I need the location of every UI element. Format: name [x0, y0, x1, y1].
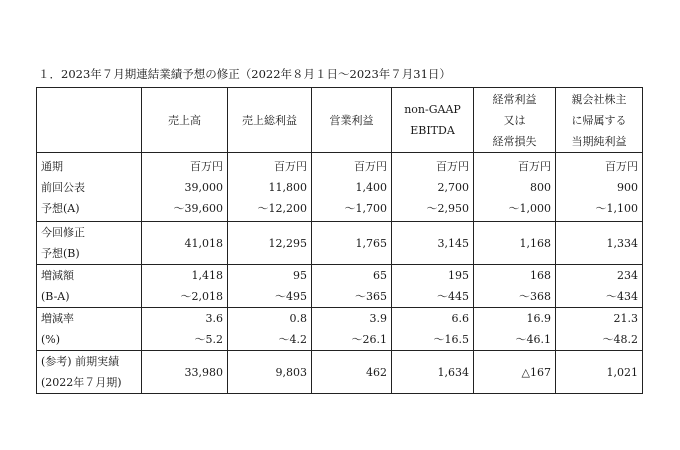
table-cell — [142, 153, 228, 222]
table-cell — [474, 265, 556, 308]
cell-value: ～495 — [275, 290, 307, 303]
table-cell — [312, 308, 392, 351]
cell-value: ～46.1 — [515, 333, 551, 346]
cell-value: 2,700 — [437, 180, 469, 194]
unit-label: 百万円 — [190, 159, 223, 173]
cell-value: ～368 — [519, 290, 551, 303]
cell-value: 39,000 — [184, 180, 223, 194]
table-cell — [312, 265, 392, 308]
cell-value: 900 — [617, 180, 638, 194]
table-cell — [556, 308, 643, 351]
row-label-line: (%) — [41, 333, 61, 346]
table-cell: 1,765 — [312, 222, 392, 265]
header-operating-income — [312, 88, 392, 153]
cell-value: 800 — [530, 180, 551, 194]
header-row — [37, 88, 643, 153]
row-label-line: 通期 — [41, 159, 63, 173]
header-net-sales — [142, 88, 228, 153]
table-cell — [392, 265, 474, 308]
table-cell: 1,168 — [474, 222, 556, 265]
cell-value: 16.9 — [526, 312, 551, 325]
table-cell — [142, 265, 228, 308]
cell-value: ～445 — [437, 290, 469, 303]
row-label-line: 増減額 — [41, 269, 74, 282]
table-cell — [474, 308, 556, 351]
table-row-prior-year-actual — [37, 351, 643, 394]
table-cell: 41,018 — [142, 222, 228, 265]
row-label-line: (B-A) — [41, 290, 70, 303]
table-cell: 1,634 — [392, 351, 474, 394]
header-text: 又は — [503, 113, 526, 127]
unit-label: 百万円 — [354, 159, 387, 173]
table-row-change-amount — [37, 265, 643, 308]
row-label — [37, 265, 142, 308]
unit-label: 百万円 — [518, 159, 551, 173]
header-text: 営業利益 — [329, 113, 374, 127]
row-label-line: (2022年７月期) — [41, 376, 122, 389]
table-cell: 462 — [312, 351, 392, 394]
header-text: 親会社株主 — [571, 92, 627, 106]
row-label — [37, 222, 142, 265]
table-row-previous-forecast — [37, 153, 643, 222]
section-title: １．2023年７月期連結業績予想の修正（2022年８月１日～2023年７月31日） — [38, 67, 451, 81]
table-row-change-rate — [37, 308, 643, 351]
cell-value: ～365 — [355, 290, 387, 303]
table-cell — [392, 308, 474, 351]
table-cell: △167 — [474, 351, 556, 394]
row-label — [37, 153, 142, 222]
cell-value: ～1,700 — [344, 201, 387, 215]
table-cell: 1,021 — [556, 351, 643, 394]
cell-value: ～434 — [606, 290, 638, 303]
table-cell — [228, 265, 312, 308]
cell-value: 1,400 — [355, 180, 387, 194]
table-cell — [312, 153, 392, 222]
cell-value: 6.6 — [451, 312, 469, 325]
cell-value: ～16.5 — [433, 333, 469, 346]
row-label-line: 予想(B) — [41, 247, 80, 260]
row-label — [37, 351, 142, 394]
cell-value: 1,418 — [191, 269, 223, 282]
row-label-line: (参考) 前期実績 — [41, 355, 120, 368]
header-text: 経常損失 — [492, 134, 537, 148]
row-label-line: 増減率 — [41, 312, 74, 325]
cell-value: ～1,100 — [595, 201, 638, 215]
header-blank — [37, 88, 142, 153]
table-cell: 1,334 — [556, 222, 643, 265]
cell-value: 0.8 — [289, 312, 307, 325]
cell-value: ～2,018 — [180, 290, 223, 303]
header-text: に帰属する — [571, 113, 627, 127]
cell-value: ～1,000 — [508, 201, 551, 215]
header-text: non-GAAP — [404, 103, 461, 116]
table-cell — [228, 308, 312, 351]
table-cell: 9,803 — [228, 351, 312, 394]
unit-label: 百万円 — [274, 159, 307, 173]
header-ordinary-income — [474, 88, 556, 153]
cell-value: ～2,950 — [426, 201, 469, 215]
header-text: 経常利益 — [492, 92, 537, 106]
cell-value: ～26.1 — [351, 333, 387, 346]
table-cell — [474, 153, 556, 222]
header-ebitda — [392, 88, 474, 153]
header-gross-profit — [228, 88, 312, 153]
table-cell: 12,295 — [228, 222, 312, 265]
table-cell — [556, 153, 643, 222]
table-cell: 33,980 — [142, 351, 228, 394]
cell-value: ～39,600 — [173, 201, 223, 215]
cell-value: 65 — [373, 269, 387, 282]
row-label-line: 今回修正 — [41, 226, 85, 239]
row-label-line: 前回公表 — [41, 180, 85, 194]
header-text: 売上高 — [168, 113, 201, 127]
unit-label: 百万円 — [605, 159, 638, 173]
cell-value: 195 — [448, 269, 469, 282]
header-text: 売上総利益 — [242, 113, 297, 127]
cell-value: 11,800 — [268, 180, 307, 194]
forecast-revision-table — [36, 87, 643, 394]
cell-value: 234 — [617, 269, 638, 282]
header-text: 当期純利益 — [571, 134, 627, 148]
table-cell — [392, 153, 474, 222]
cell-value: ～48.2 — [602, 333, 638, 346]
table-cell: 3,145 — [392, 222, 474, 265]
table-cell — [556, 265, 643, 308]
row-label-line: 予想(A) — [41, 201, 80, 215]
cell-value: 21.3 — [613, 312, 638, 325]
cell-value: ～12,200 — [257, 201, 307, 215]
table-cell — [142, 308, 228, 351]
header-net-income — [556, 88, 643, 153]
cell-value: 3.9 — [369, 312, 387, 325]
cell-value: 95 — [293, 269, 307, 282]
table-row-revised-forecast — [37, 222, 643, 265]
cell-value: ～5.2 — [194, 333, 223, 346]
header-text: EBITDA — [410, 124, 455, 137]
unit-label: 百万円 — [436, 159, 469, 173]
cell-value: 168 — [530, 269, 551, 282]
cell-value: 3.6 — [205, 312, 223, 325]
cell-value: ～4.2 — [278, 333, 307, 346]
table-cell — [228, 153, 312, 222]
row-label — [37, 308, 142, 351]
